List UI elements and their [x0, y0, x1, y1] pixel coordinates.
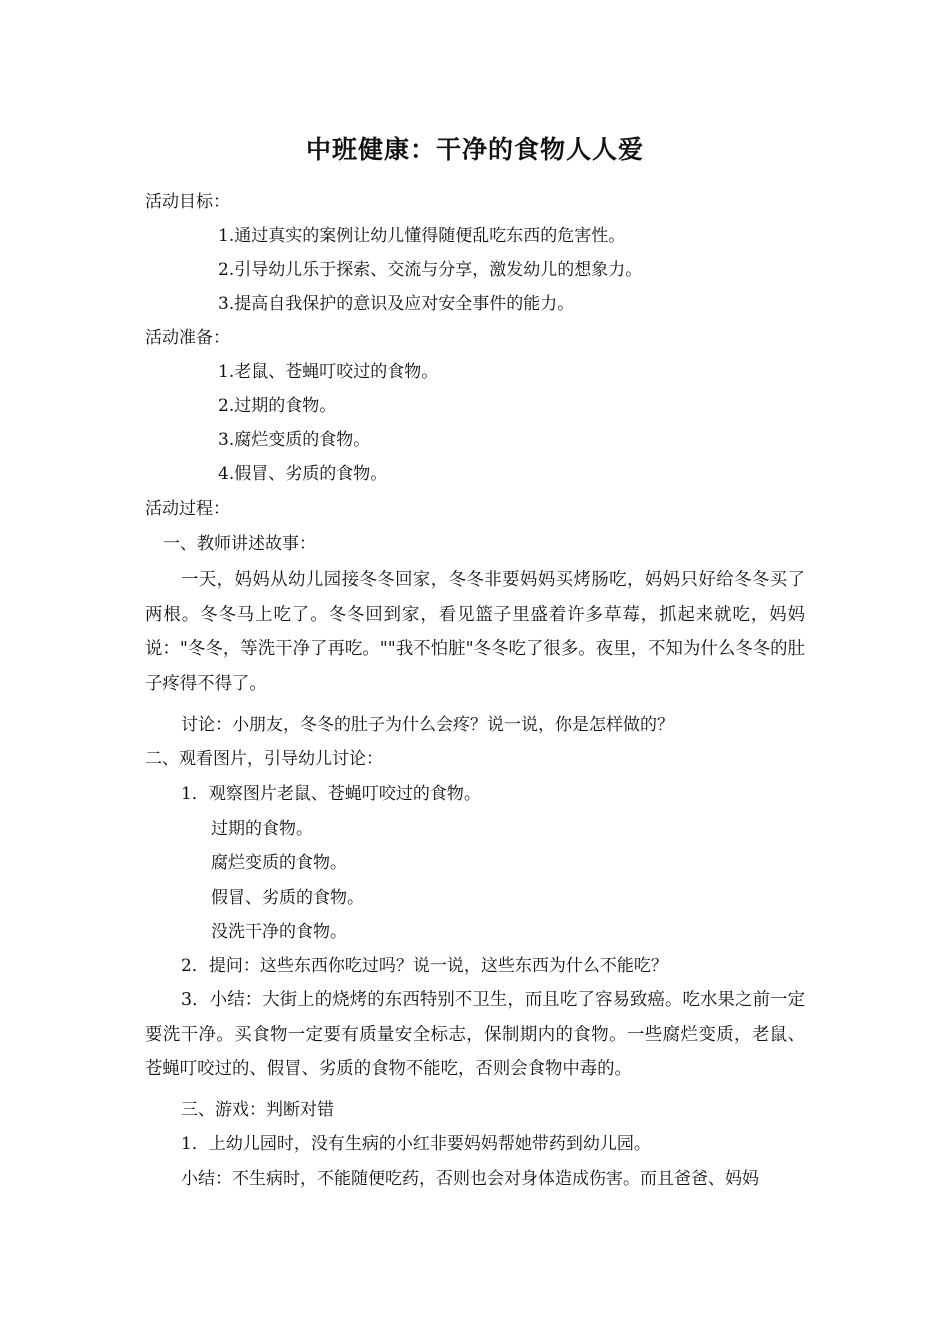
prep-item: 3.腐烂变质的食物。	[218, 430, 371, 450]
game-summary: 小结：不生病时，不能随便吃药，否则也会对身体造成伤害。而且爸爸、妈妈	[181, 1169, 759, 1189]
section-heading: 三、游戏：判断对错	[181, 1100, 334, 1120]
prep-item: 2.过期的食物。	[218, 396, 337, 416]
summary-paragraph: 3．小结：大街上的烧烤的东西特别不卫生，而且吃了容易致癌。吃水果之前一定要洗干净。买食物一定要有质量安全标志，保制期内的食物。一些腐烂变质，老鼠、苍蝇叮咬过的、假冒、劣质的食物不能吃，否则会食物中毒的。	[145, 990, 805, 1079]
section-heading: 二、观看图片，引导幼儿讨论：	[145, 749, 383, 769]
goal-item: 2.引导幼儿乐于探索、交流与分享，激发幼儿的想象力。	[218, 260, 643, 280]
observe-list-item: 没洗干净的食物。	[211, 922, 347, 942]
observe-item: 1．观察图片老鼠、苍蝇叮咬过的食物。	[181, 784, 481, 804]
goal-item: 1.通过真实的案例让幼儿懂得随便乱吃东西的危害性。	[218, 226, 626, 246]
prep-heading: 活动准备：	[145, 328, 230, 348]
story-paragraph: 一天，妈妈从幼儿园接冬冬回家，冬冬非要妈妈买烤肠吃，妈妈只好给冬冬买了两根。冬冬马上吃了。冬冬回到家，看见篮子里盛着许多草莓，抓起来就吃，妈妈说："冬冬，等洗干净了再吃。""我不怕脏"冬冬吃了很多。夜里，不知为什么冬冬的肚子疼得不得了。	[145, 570, 805, 694]
goals-heading: 活动目标：	[145, 192, 230, 212]
discussion-text: 讨论：小朋友，冬冬的肚子为什么会疼？说一说，你是怎样做的？	[181, 715, 674, 735]
game-item: 1．上幼儿园时，没有生病的小红非要妈妈帮她带药到幼儿园。	[181, 1134, 651, 1154]
section-heading: 一、教师讲述故事：	[163, 534, 316, 554]
observe-list-item: 腐烂变质的食物。	[211, 853, 347, 873]
process-heading: 活动过程：	[145, 499, 230, 519]
document-title: 中班健康：干净的食物人人爱	[305, 135, 644, 164]
observe-list-item: 过期的食物。	[211, 819, 313, 839]
observe-list-item: 假冒、劣质的食物。	[211, 888, 364, 908]
prep-item: 1.老鼠、苍蝇叮咬过的食物。	[218, 362, 439, 382]
question-text: 2．提问：这些东西你吃过吗？说一说，这些东西为什么不能吃？	[181, 956, 668, 976]
goal-item: 3.提高自我保护的意识及应对安全事件的能力。	[218, 294, 575, 314]
prep-item: 4.假冒、劣质的食物。	[218, 464, 388, 484]
